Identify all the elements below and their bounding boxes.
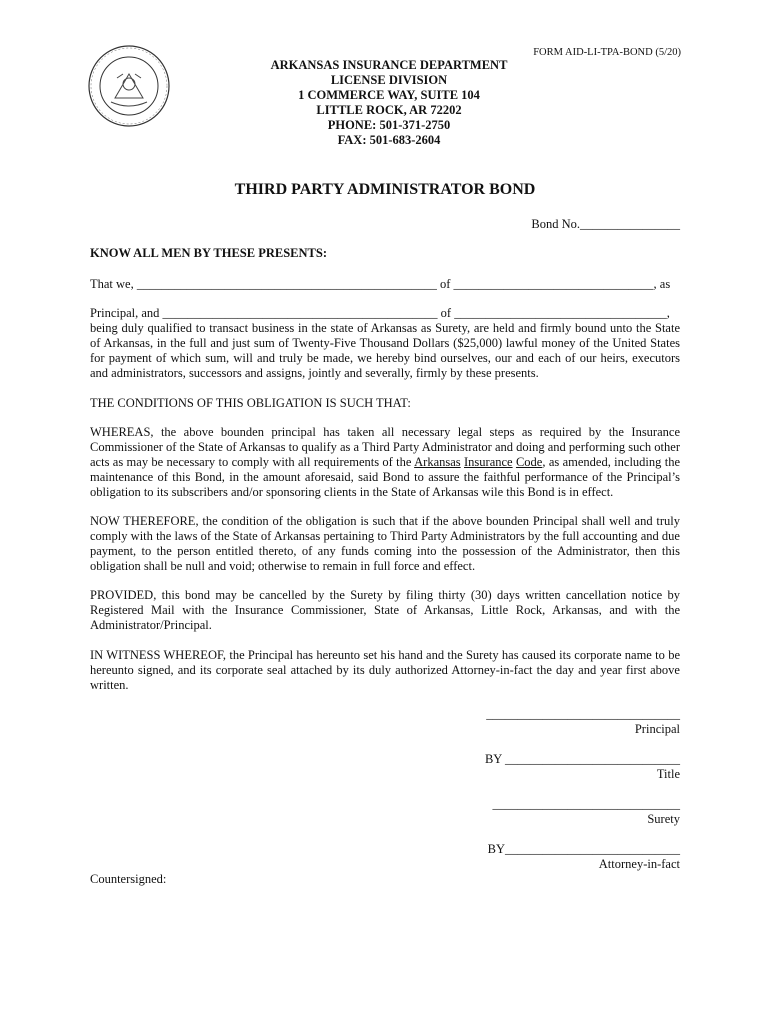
whereas-paragraph [90, 425, 680, 500]
surety-signature-line[interactable]: ______________________________ [492, 797, 680, 811]
insurance-underlined: Insurance [464, 455, 513, 469]
department-name: ARKANSAS INSURANCE DEPARTMENT [270, 58, 508, 72]
document-title: THIRD PARTY ADMINISTRATOR BOND [234, 181, 536, 198]
department-header [220, 58, 558, 148]
witness-paragraph: IN WITNESS WHEREOF, the Principal has hereunto set his hand and the Surety has caused its corporate name to be hereunto signed, and its corporate seal attached by its duly authorized Attorney-in-fact the day and year first above written. [90, 648, 680, 692]
know-all-heading: KNOW ALL MEN BY THESE PRESENTS: [90, 246, 327, 260]
provided-paragraph: PROVIDED, this bond may be cancelled by the Surety by filing thirty (30) days written cancellation notice by Registered Mail with the Insurance Commissioner, State of Arkansas, Little Rock, Arkansas, and with the Administrator/Principal. [90, 588, 680, 632]
bond-number-field[interactable]: Bond No.________________ [531, 217, 680, 231]
principal-label: Principal [634, 722, 680, 736]
principal-signature-line[interactable]: _______________________________ [486, 707, 680, 721]
by-signature-line-1[interactable]: BY ____________________________ [484, 752, 680, 766]
state-seal-icon [87, 44, 171, 128]
whereas-text-start: WHEREAS, the above bounden principal has taken all necessary legal steps as required by the Insurance Commissioner of the State of Arkansas to qualify as a Third Party Administrator and doing and performing such other acts as may be necessary to comply with all requirements of the [90, 425, 680, 469]
division-name: LICENSE DIVISION [330, 73, 448, 87]
address-line-2: LITTLE ROCK, AR 72202 [316, 103, 462, 117]
conditions-heading: THE CONDITIONS OF THIS OBLIGATION IS SUCH THAT: [90, 396, 411, 410]
surety-label: Surety [647, 812, 680, 826]
fax-number: FAX: 501-683-2604 [337, 133, 441, 147]
phone-number: PHONE: 501-371-2750 [327, 118, 451, 132]
code-underlined: Code [515, 455, 543, 469]
bound-paragraph: being duly qualified to transact business in the state of Arkansas as Surety, are held and firmly bound unto the State of Arkansas, in the full and just sum of Twenty-Five Thousand Dollars ($25,000) lawful money of the United States for payment of which sum, will and truly be made, we hereby bind ourselves, our and each of our heirs, executors and administrators, successors and assigns, jointly and severally, firmly by these presents. [90, 321, 680, 380]
attorney-in-fact-label: Attorney-in-fact [598, 857, 680, 871]
countersigned-label: Countersigned: [90, 872, 167, 886]
by-signature-line-2[interactable]: BY____________________________ [487, 842, 680, 856]
title-label: Title [656, 767, 680, 781]
arkansas-underlined: Arkansas [414, 455, 461, 469]
that-we-line[interactable]: That we, ________________________________________________ of ________________________________, as [90, 277, 671, 291]
whereas-text-end: , as amended, including the maintenance of this Bond, in the amount aforesaid, said Bond to assure the faithful performance of the Principal’s obligation to its subscribers and/or sponsoring clients in the State of Arkansas wile this Bond is in effect. [90, 455, 681, 499]
form-id: FORM AID-LI-TPA-BOND (5/20) [533, 47, 681, 58]
principal-and-line[interactable]: Principal, and ____________________________________________ of __________________________________, [90, 306, 670, 320]
now-therefore-paragraph: NOW THEREFORE, the condition of the obligation is such that if the above bounden Principal shall well and truly comply with the laws of the State of Arkansas pertaining to Third Party Administrators by the full accounting and due payment, to the person entitled thereto, of any funds coming into the possession of the Administrator, then this obligation shall be null and void; otherwise to remain in full force and effect. [90, 514, 680, 573]
address-line-1: 1 COMMERCE WAY, SUITE 104 [298, 88, 480, 102]
